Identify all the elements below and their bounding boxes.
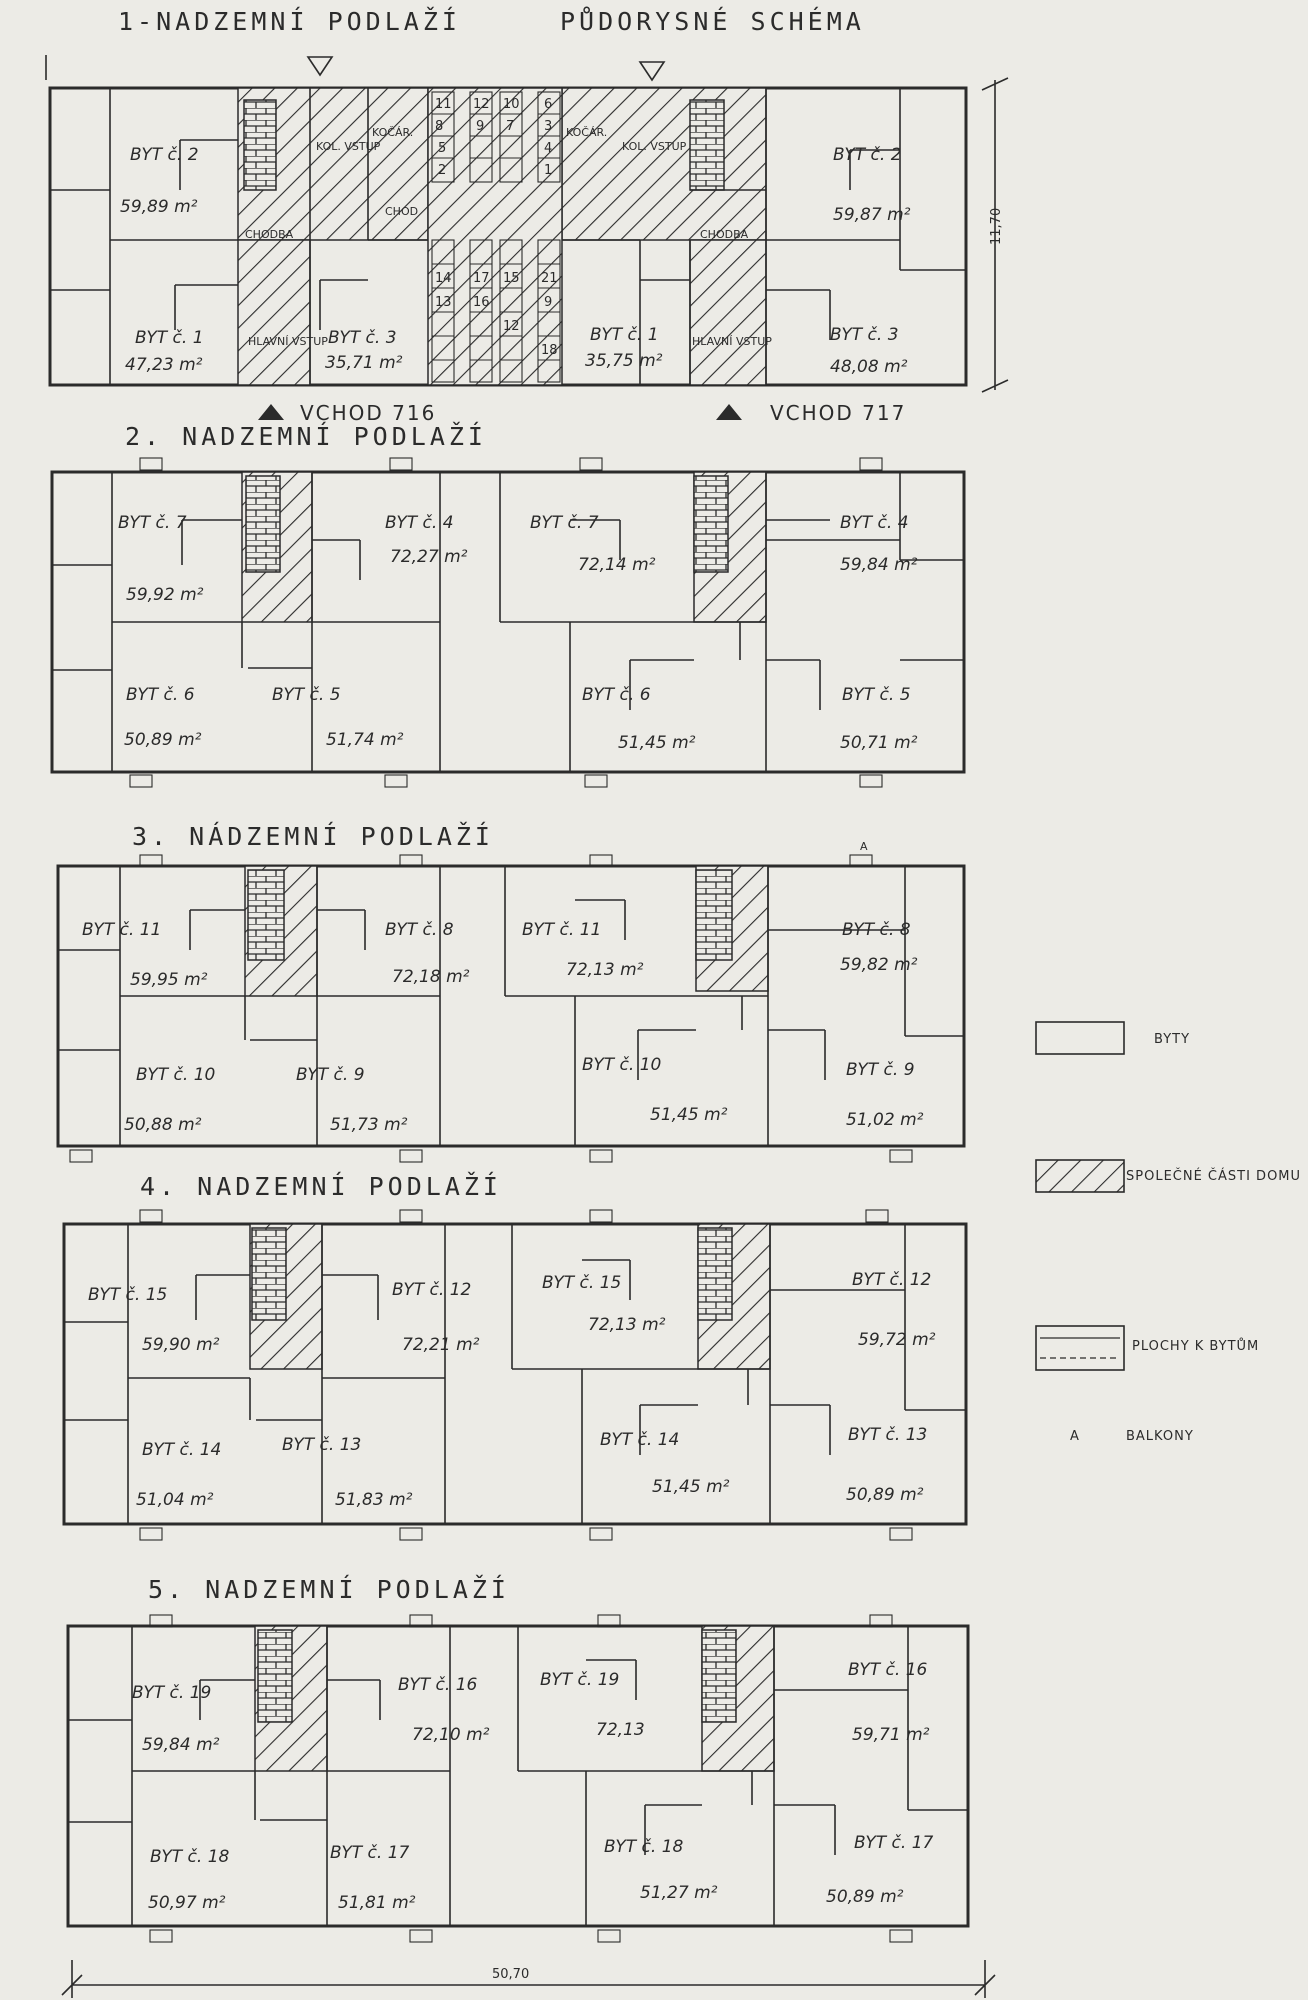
width-dimension-label: 50,70	[492, 1967, 530, 1982]
brick-shaft	[244, 100, 276, 190]
floor-2-title: 2. NADZEMNÍ PODLAŽÍ	[125, 422, 487, 451]
apartment-label: BYT č. 14	[600, 1430, 680, 1450]
svg-text:17: 17	[473, 271, 490, 286]
apartment-label: BYT č. 2	[833, 145, 902, 165]
apartment-area: 50,97 m²	[148, 1893, 226, 1913]
apartment-area: 59,92 m²	[126, 585, 204, 605]
stair-area-hatch	[428, 88, 562, 385]
legend-label: PLOCHY K BYTŮM	[1132, 1339, 1260, 1354]
apartment-label: BYT č. 16	[848, 1660, 928, 1680]
svg-text:8: 8	[435, 119, 444, 134]
brick-shaft	[698, 1228, 732, 1320]
apartment-label: BYT č. 8	[385, 920, 454, 940]
apartment-area: 51,02 m²	[846, 1110, 924, 1130]
room-label: CHODBA	[245, 228, 294, 241]
floor-1-plan	[46, 55, 1008, 425]
apartment-label: BYT č. 9	[846, 1060, 915, 1080]
room-label: KOL. VSTUP	[316, 140, 381, 153]
brick-shaft	[258, 1630, 292, 1722]
entrance-marker-icon	[258, 404, 284, 420]
brick-shaft	[252, 1228, 286, 1320]
apartment-label: BYT č. 18	[604, 1837, 684, 1857]
svg-text:21: 21	[541, 271, 558, 286]
floor-2-plan	[52, 422, 964, 787]
apartment-label: BYT č. 15	[88, 1285, 168, 1305]
apartment-area: 72,18 m²	[392, 967, 470, 987]
legend-label: BYTY	[1154, 1032, 1191, 1047]
brick-shaft	[694, 476, 728, 572]
apartment-area: 51,73 m²	[330, 1115, 408, 1135]
apartment-area: 51,81 m²	[338, 1893, 416, 1913]
svg-text:16: 16	[473, 295, 490, 310]
entrance-label: VCHOD 716	[300, 401, 437, 425]
apartment-label: BYT č. 3	[328, 328, 397, 348]
apartment-label: BYT č. 3	[830, 325, 899, 345]
apartment-label: BYT č. 5	[272, 685, 341, 705]
apartment-area: 72,21 m²	[402, 1335, 480, 1355]
apartment-label: BYT č. 7	[530, 513, 599, 533]
svg-text:5: 5	[438, 141, 447, 156]
brick-shaft	[696, 870, 732, 960]
svg-text:1: 1	[544, 163, 553, 178]
width-dimension	[62, 1960, 995, 1998]
floor-4-outline	[64, 1224, 966, 1524]
apartment-label: BYT č. 5	[842, 685, 911, 705]
legend	[1036, 1022, 1301, 1444]
floor-1-title: 1-NADZEMNÍ PODLAŽÍ	[118, 7, 461, 36]
apartment-label: BYT č. 19	[132, 1683, 212, 1703]
apartment-area: 72,14 m²	[578, 555, 656, 575]
room-label: KOČÁR.	[566, 126, 608, 139]
apartment-label: BYT č. 11	[82, 920, 162, 940]
apartment-area: 51,74 m²	[326, 730, 404, 750]
svg-text:13: 13	[435, 295, 452, 310]
apartment-label: BYT č. 9	[296, 1065, 365, 1085]
entrance-arrow	[308, 57, 332, 75]
legend-swatch-attached	[1036, 1326, 1124, 1370]
apartment-area: 50,71 m²	[840, 733, 918, 753]
apartment-label: BYT č. 13	[282, 1435, 362, 1455]
apartment-area: 59,82 m²	[840, 955, 918, 975]
scheme-title: PŮDORYSNÉ SCHÉMA	[560, 7, 865, 36]
room-label: CHOD	[385, 205, 419, 218]
legend-label: SPOLEČNÉ ČÁSTI DOMU	[1126, 1169, 1302, 1184]
apartment-label: BYT č. 4	[840, 513, 909, 533]
svg-text:10: 10	[503, 97, 520, 112]
apartment-label: BYT č. 1	[590, 325, 659, 345]
apartment-label: BYT č. 7	[118, 513, 187, 533]
balcony-symbol: A	[860, 840, 868, 853]
brick-shaft	[690, 100, 724, 190]
svg-text:11: 11	[435, 97, 452, 112]
apartment-area: 59,90 m²	[142, 1335, 220, 1355]
apartment-area: 50,88 m²	[124, 1115, 202, 1135]
apartment-area: 50,89 m²	[124, 730, 202, 750]
legend-swatch-common	[1036, 1160, 1124, 1192]
floor-5-title: 5. NADZEMNÍ PODLAŽÍ	[148, 1575, 510, 1604]
apartment-area: 59,95 m²	[130, 970, 208, 990]
apartment-area: 51,45 m²	[652, 1477, 730, 1497]
floor-3-outline	[58, 866, 964, 1146]
apartment-area: 72,10 m²	[412, 1725, 490, 1745]
svg-text:9: 9	[476, 119, 485, 134]
apartment-area: 72,13 m²	[566, 960, 644, 980]
room-label: CHODBA	[700, 228, 749, 241]
apartment-area: 35,75 m²	[585, 351, 663, 371]
apartment-area: 48,08 m²	[830, 357, 908, 377]
apartment-area: 51,27 m²	[640, 1883, 718, 1903]
apartment-area: 72,27 m²	[390, 547, 468, 567]
apartment-area: 59,71 m²	[852, 1725, 930, 1745]
svg-text:12: 12	[473, 97, 490, 112]
brick-shaft	[248, 870, 284, 960]
apartment-label: BYT č. 16	[398, 1675, 478, 1695]
legend-label: BALKONY	[1126, 1429, 1194, 1444]
floor-3-plan	[58, 822, 964, 1162]
apartment-area: 59,84 m²	[142, 1735, 220, 1755]
svg-text:7: 7	[506, 119, 515, 134]
svg-text:15: 15	[503, 271, 520, 286]
apartment-label: BYT č. 13	[848, 1425, 928, 1445]
svg-text:3: 3	[544, 119, 553, 134]
apartment-label: BYT č. 4	[385, 513, 454, 533]
room-label: KOČÁR.	[372, 126, 414, 139]
common-area-hatch	[562, 88, 766, 240]
room-label: HLAVNÍ VSTUP	[248, 335, 328, 348]
svg-text:4: 4	[544, 141, 553, 156]
apartment-area: 51,45 m²	[618, 733, 696, 753]
apartment-label: BYT č. 12	[392, 1280, 472, 1300]
apartment-label: BYT č. 1	[135, 328, 204, 348]
apartment-label: BYT č. 18	[150, 1847, 230, 1867]
apartment-area: 51,83 m²	[335, 1490, 413, 1510]
apartment-area: 72,13	[596, 1720, 645, 1740]
apartment-area: 59,72 m²	[858, 1330, 936, 1350]
entrance-label: VCHOD 717	[770, 401, 907, 425]
svg-text:2: 2	[438, 163, 447, 178]
apartment-label: BYT č. 6	[126, 685, 195, 705]
apartment-label: BYT č. 15	[542, 1273, 622, 1293]
svg-text:12: 12	[503, 319, 520, 334]
apartment-label: BYT č. 8	[842, 920, 911, 940]
apartment-label: BYT č. 10	[582, 1055, 662, 1075]
brick-shaft	[702, 1630, 736, 1722]
floor-3-title: 3. NÁDZEMNÍ PODLAŽÍ	[132, 822, 494, 851]
apartment-area: 59,89 m²	[120, 197, 198, 217]
common-area-hatch	[690, 240, 766, 385]
entrance-marker-icon	[716, 404, 742, 420]
apartment-label: BYT č. 11	[522, 920, 602, 940]
apartment-area: 59,87 m²	[833, 205, 911, 225]
apartment-label: BYT č. 2	[130, 145, 199, 165]
brick-shaft	[246, 476, 280, 572]
apartment-area: 50,89 m²	[846, 1485, 924, 1505]
apartment-area: 47,23 m²	[125, 355, 203, 375]
legend-balcony-symbol: A	[1070, 1429, 1080, 1444]
apartment-label: BYT č. 19	[540, 1670, 620, 1690]
floor-4-title: 4. NADZEMNÍ PODLAŽÍ	[140, 1172, 502, 1201]
floor-5-plan	[68, 1575, 968, 1942]
floor-4-plan	[64, 1172, 966, 1540]
apartment-area: 51,45 m²	[650, 1105, 728, 1125]
room-label: KOL. VSTUP	[622, 140, 687, 153]
svg-text:9: 9	[544, 295, 553, 310]
apartment-area: 50,89 m²	[826, 1887, 904, 1907]
apartment-area: 72,13 m²	[588, 1315, 666, 1335]
apartment-area: 35,71 m²	[325, 353, 403, 373]
legend-swatch-byty	[1036, 1022, 1124, 1054]
apartment-label: BYT č. 17	[854, 1833, 934, 1853]
apartment-label: BYT č. 17	[330, 1843, 410, 1863]
apartment-label: BYT č. 6	[582, 685, 651, 705]
svg-text:14: 14	[435, 271, 452, 286]
svg-text:18: 18	[541, 343, 558, 358]
room-label: HLAVNÍ VSTUP	[692, 335, 772, 348]
svg-text:6: 6	[544, 97, 553, 112]
apartment-area: 59,84 m²	[840, 555, 918, 575]
apartment-label: BYT č. 12	[852, 1270, 932, 1290]
apartment-area: 51,04 m²	[136, 1490, 214, 1510]
entrance-arrow	[640, 62, 664, 80]
depth-dimension: 11,70	[989, 207, 1004, 245]
common-area-hatch	[238, 240, 310, 385]
apartment-label: BYT č. 14	[142, 1440, 222, 1460]
apartment-label: BYT č. 10	[136, 1065, 216, 1085]
